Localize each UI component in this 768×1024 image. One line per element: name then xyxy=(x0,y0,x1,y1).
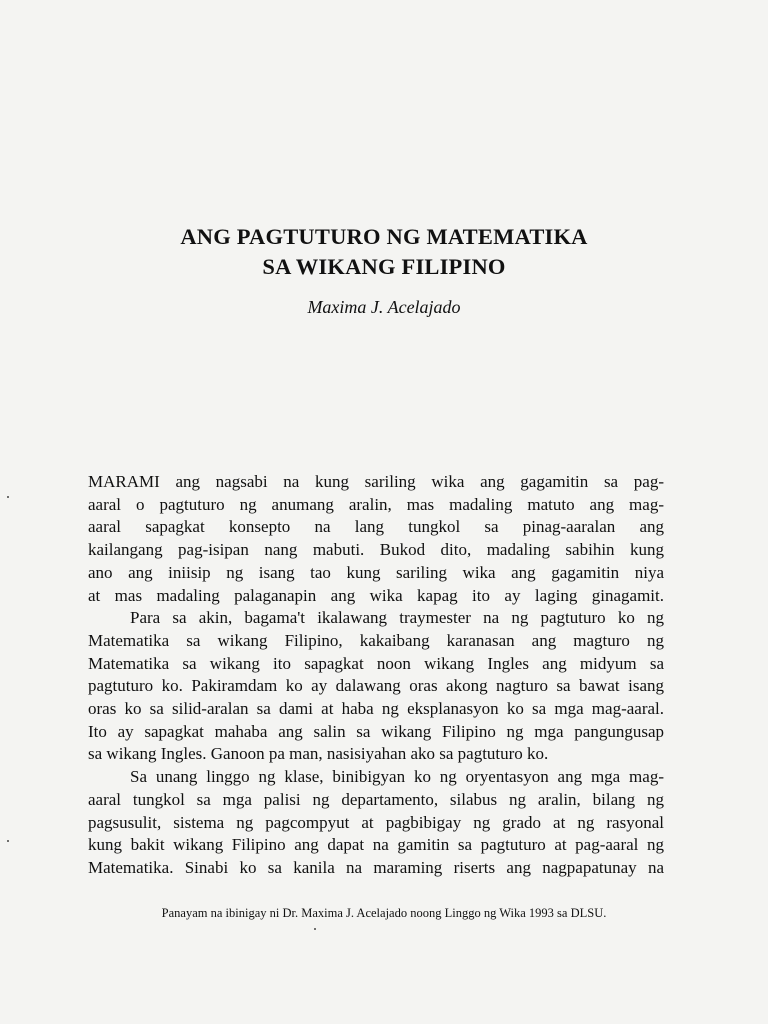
scan-speck xyxy=(7,496,9,498)
body-line: Matematika sa wikang Filipino, kakaibang karanasan ang magturo ng xyxy=(88,630,664,650)
body-line: Matematika. Sinabi ko sa kanila na maraming riserts ang nagpapatunay na xyxy=(88,857,664,877)
article-body xyxy=(88,471,664,880)
body-line: pagtuturo ko. Pakiramdam ko ay dalawang oras akong nagturo sa bawat isang xyxy=(88,676,664,696)
article-title xyxy=(0,222,768,282)
body-line: Ito ay sapagkat mahaba ang salin sa wikang Filipino ng mga pangungusap xyxy=(88,721,664,741)
footnote: Panayam na ibinigay ni Dr. Maxima J. Acelajado noong Linggo ng Wika 1993 sa DLSU. xyxy=(161,906,607,920)
body-line: aaral sapagkat konsepto na lang tungkol sa pinag-aaralan ang xyxy=(88,517,664,537)
body-line: aaral o pagtuturo ng anumang aralin, mas madaling matuto ang mag- xyxy=(88,494,664,514)
body-line: at mas madaling palaganapin ang wika kapag ito ay laging ginagamit. xyxy=(88,585,664,605)
body-line: kailangang pag-isipan nang mabuti. Bukod dito, madaling sabihin kung xyxy=(88,540,664,560)
body-line: aaral tungkol sa mga palisi ng departamento, silabus ng aralin, bilang ng xyxy=(88,789,664,809)
body-line: Matematika sa wikang ito sapagkat noon wikang Ingles ang midyum sa xyxy=(88,653,664,673)
title-line-2: SA WIKANG FILIPINO xyxy=(262,254,506,279)
author-name: Maxima J. Acelajado xyxy=(307,297,461,317)
body-line: kung bakit wikang Filipino ang dapat na gamitin sa pagtuturo at pag-aaral ng xyxy=(88,835,664,855)
body-line: pagsusulit, sistema ng pagcompyut at pagbibigay ng grado at ng rasyonal xyxy=(88,812,664,832)
body-line: Sa unang linggo ng klase, binibigyan ko ng oryentasyon ang mga mag- xyxy=(130,767,664,787)
body-line: oras ko sa silid-aralan sa dami at haba ng eksplanasyon ko sa mga mag-aaral. xyxy=(88,699,664,719)
body-line: sa wikang Ingles. Ganoon pa man, nasisiyahan ako sa pagtuturo ko. xyxy=(88,744,549,764)
body-line: ano ang iniisip ng isang tao kung sariling wika ang gagamitin niya xyxy=(88,562,664,582)
body-line: MARAMI ang nagsabi na kung sariling wika ang gagamitin sa pag- xyxy=(88,472,664,491)
scan-speck xyxy=(7,840,9,842)
title-line-1: ANG PAGTUTURO NG MATEMATIKA xyxy=(180,224,588,249)
body-line: Para sa akin, bagama't ikalawang traymester na ng pagtuturo ko ng xyxy=(130,608,664,628)
scan-speck xyxy=(314,928,316,930)
